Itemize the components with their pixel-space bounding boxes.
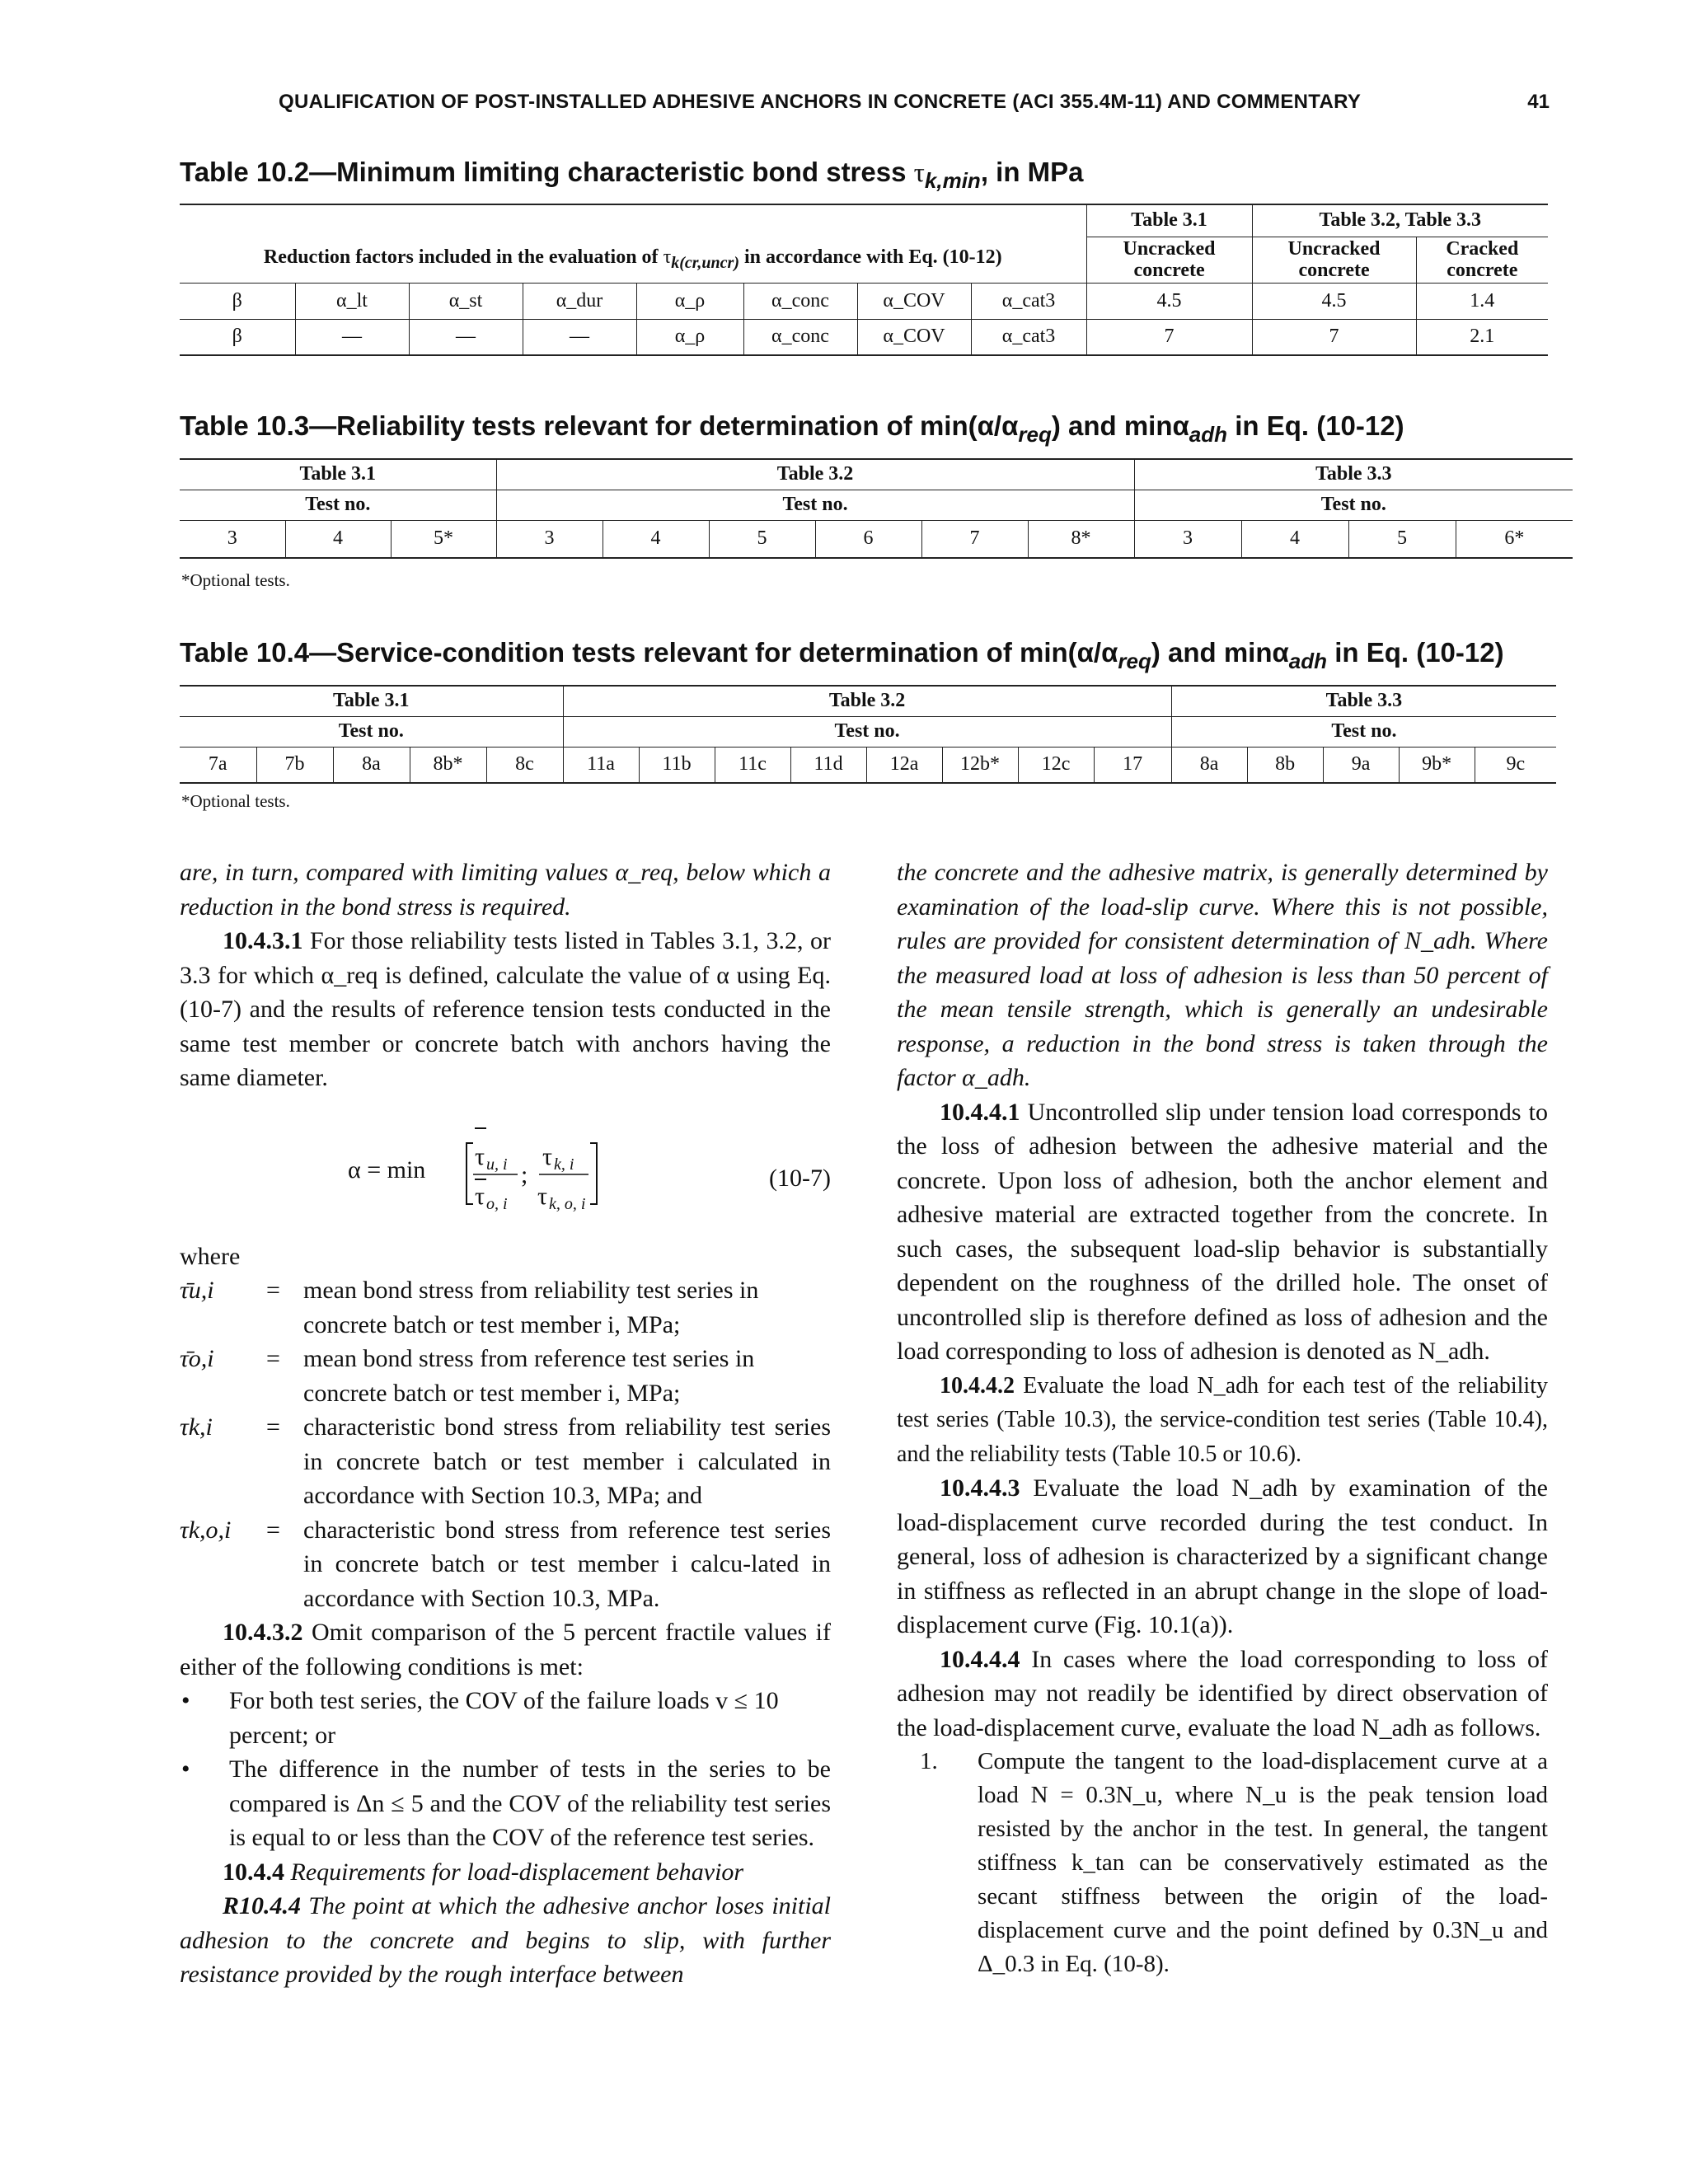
- test-cell: 9a: [1323, 747, 1399, 783]
- table-10-3-footnote: *Optional tests.: [181, 570, 290, 590]
- commentary-r10-4-4: R10.4.4 The point at which the adhesive anchor loses initial adhesion to the concrete and begins to slip, with further resistance provided by the rough interface between: [180, 1892, 832, 1988]
- section-10-4-4-4: 10.4.4.4 In cases where the load corresponding to loss of adhesion may not readily be identified by direct observation of the load-displacement curve, evaluate the load N_adh as follows.: [897, 1645, 1548, 1741]
- test-cell: 9c: [1475, 747, 1556, 783]
- svg-text:τ: τ: [542, 1142, 553, 1170]
- reduction-factors-header: Reduction factors included in the evaluation of $\tau_{k(cr,uncr)}$ in accordance with Eq. (10-12): [180, 204, 1086, 283]
- table-10-2: [180, 204, 1548, 356]
- svg-text:α = min: α = min: [348, 1155, 426, 1183]
- test-cell: 8c: [486, 747, 563, 783]
- test-cell: 3: [496, 520, 603, 558]
- factor-cell: —: [295, 319, 409, 355]
- test-cell: 8a: [333, 747, 410, 783]
- test-no-header: Test no.: [180, 716, 563, 747]
- svg-text:τ: τ: [537, 1182, 548, 1210]
- value-cell: 4.5: [1086, 283, 1252, 319]
- value-cell: 7: [1086, 319, 1252, 355]
- table-10-4-caption: Table 10.4—Service-condition tests relevant for determination of $\min(\alpha/\alpha_{req})$ and minα$_{adh}$ in Eq. (10-12): [180, 637, 1504, 673]
- page-number: 41: [1527, 91, 1550, 113]
- column-header: Uncracked concrete: [1086, 237, 1252, 283]
- factor-cell: α_conc: [743, 283, 857, 319]
- factor-cell: —: [409, 319, 523, 355]
- definition-text: mean bond stress from reliability test series in concrete batch or test member i, MPa;: [303, 1277, 759, 1338]
- value-cell: 4.5: [1252, 283, 1416, 319]
- bullet-icon: •: [181, 1755, 190, 1783]
- test-cell: 17: [1094, 747, 1171, 783]
- definition-text: mean bond stress from reference test series in concrete batch or test member i, MPa;: [303, 1345, 755, 1407]
- test-cell: 3: [180, 520, 285, 558]
- test-cell: 8*: [1028, 520, 1134, 558]
- section-10-4-4-1: 10.4.4.1 Uncontrolled slip under tension load corresponds to the loss of adhesion between the adhesive material and the concrete. Upon loss of adhesion, both the anchor element and adhesive material are extracted together from the concrete. In such cases, the subsequent load-slip behavior is substantially dependent on the roughness of the drilled hole. The onset of uncontrolled slip is therefore defined as loss of adhesion and the load corresponding to loss of adhesion is denoted as N_adh.: [897, 1098, 1548, 1365]
- test-no-header: Test no.: [1171, 716, 1556, 747]
- factor-cell: α_dur: [523, 283, 636, 319]
- list-item: Compute the tangent to the load-displacement curve at a load N = 0.3N_u, where N_u is the peak tension load resisted by the anchor in the test. In general, the tangent stiffness k_tan can be conservatively estimated as the secant stiffness between the origin of the load-displacement curve and the point defined by 0.3N_u and Δ_0.3 in Eq. (10-8).: [978, 1748, 1548, 1977]
- test-cell: 6: [815, 520, 921, 558]
- svg-text:k, o, i: k, o, i: [549, 1194, 586, 1213]
- test-cell: 7a: [180, 747, 256, 783]
- factor-cell: α_cat3: [971, 283, 1086, 319]
- value-cell: 1.4: [1416, 283, 1548, 319]
- test-cell: 8b*: [410, 747, 486, 783]
- definition-equals: =: [266, 1413, 280, 1441]
- definition-symbol: τ̄u,i: [180, 1277, 214, 1304]
- section-10-4-4-3: 10.4.4.3 Evaluate the load N_adh by examination of the load-displacement curve recorded during the test conduct. In general, loss of adhesion is characterized by a significant change in stiffness as reflected in an abrupt change in the slope of load-displacement curve (Fig. 10.1(a)).: [897, 1474, 1548, 1638]
- test-cell: 11d: [790, 747, 866, 783]
- test-cell: 5: [1348, 520, 1456, 558]
- section-10-4-3-1: 10.4.3.1 For those reliability tests listed in Tables 3.1, 3.2, or 3.3 for which α_req is defined, calculate the value of α using Eq. (10-7) and the results of reference tension tests conducted in the same test member or concrete batch with anchors having the same diameter.: [180, 927, 832, 1091]
- header-title: QUALIFICATION OF POST-INSTALLED ADHESIVE ANCHORS IN CONCRETE (ACI 355.4M-11) AND COMMENTARY: [279, 91, 1362, 113]
- svg-text:τ: τ: [475, 1142, 485, 1170]
- list-number: 1.: [920, 1748, 938, 1774]
- column-header: Uncracked concrete: [1252, 237, 1416, 283]
- table-10-3-caption: Table 10.3—Reliability tests relevant for determination of $\min(\alpha/\alpha_{req})$ and minα$_{adh}$ in Eq. (10-12): [180, 410, 1404, 447]
- bullet-item: For both test series, the COV of the failure loads v ≤ 10 percent; or: [229, 1687, 779, 1749]
- test-cell: 12a: [866, 747, 942, 783]
- table-10-3: [180, 458, 1573, 559]
- definition-symbol: τk,i: [180, 1413, 213, 1441]
- factor-cell: —: [523, 319, 636, 355]
- commentary-continued: the concrete and the adhesive matrix, is generally determined by examination of the load-slip curve. Where this is not possible, rules are provided for consistent determination of N_adh. Where the measured load at loss of adhesion is less than 50 percent of the mean tensile strength, which is generally an undesirable response, a reduction in the bond stress is taken through the factor α_adh.: [897, 859, 1548, 1091]
- definition-symbol: τ̄o,i: [180, 1345, 214, 1372]
- test-cell: 9b*: [1399, 747, 1475, 783]
- test-cell: 12c: [1018, 747, 1094, 783]
- group-header: Table 3.3: [1171, 686, 1556, 716]
- section-10-4-4-heading: 10.4.4 Requirements for load-displacement behavior: [223, 1858, 744, 1886]
- test-cell: 11a: [563, 747, 639, 783]
- test-cell: 3: [1134, 520, 1241, 558]
- group-header: Table 3.2, Table 3.3: [1252, 204, 1548, 237]
- svg-text:u, i: u, i: [486, 1155, 508, 1174]
- test-cell: 4: [285, 520, 391, 558]
- test-cell: 6*: [1456, 520, 1573, 558]
- table-row: [180, 319, 1548, 355]
- table-10-2-caption: Table 10.2—Minimum limiting characteristic bond stress $\tau_{k,min}$, in MPa: [180, 157, 1084, 193]
- test-cell: 12b*: [942, 747, 1018, 783]
- table-row: [180, 520, 1573, 558]
- definition-text: characteristic bond stress from reliability test series in concrete batch or test member i calculated in accordance with Section 10.3, MPa; and: [303, 1413, 831, 1509]
- value-cell: 2.1: [1416, 319, 1548, 355]
- test-no-header: Test no.: [1134, 490, 1573, 520]
- test-no-header: Test no.: [180, 490, 496, 520]
- equation-graphic: [180, 1095, 831, 1240]
- test-cell: 5: [709, 520, 815, 558]
- definition-equals: =: [266, 1516, 280, 1544]
- test-cell: 11c: [715, 747, 790, 783]
- equation-10-7: [180, 1095, 831, 1240]
- running-header: [0, 91, 1688, 124]
- test-cell: 4: [1241, 520, 1348, 558]
- definitions-list: [180, 1273, 831, 1615]
- intro-paragraph: are, in turn, compared with limiting values α_req, below which a reduction in the bond stress is required.: [180, 859, 831, 921]
- table-row: [180, 747, 1556, 783]
- bullet-item: The difference in the number of tests in the series to be compared is Δn ≤ 5 and the COV of the reliability test series is equal to or less than the COV of the reference test series.: [229, 1755, 831, 1851]
- numbered-list: [897, 1745, 1548, 1981]
- group-header: Table 3.1: [1086, 204, 1252, 237]
- bullet-list: [180, 1684, 831, 1855]
- test-cell: 8a: [1171, 747, 1247, 783]
- factor-cell: α_ρ: [636, 319, 743, 355]
- factor-cell: β: [180, 319, 295, 355]
- svg-text:o, i: o, i: [486, 1194, 508, 1213]
- left-column: [180, 855, 831, 1992]
- svg-text:k, i: k, i: [554, 1155, 574, 1174]
- definition-symbol: τk,o,i: [180, 1516, 232, 1544]
- factor-cell: α_cat3: [971, 319, 1086, 355]
- where-label: where: [180, 1242, 241, 1270]
- test-no-header: Test no.: [563, 716, 1171, 747]
- factor-cell: α_COV: [857, 319, 971, 355]
- section-10-4-4-2: 10.4.4.2 Evaluate the load N_adh for each test of the reliability test series (Table 10.3), the service-condition test series (Table 10.4), and the reliability tests (Table 10.5 or 10.6).: [897, 1372, 1548, 1467]
- definition-equals: =: [266, 1345, 280, 1372]
- factor-cell: α_COV: [857, 283, 971, 319]
- group-header: Table 3.3: [1134, 459, 1573, 490]
- test-cell: 11b: [639, 747, 715, 783]
- factor-cell: α_ρ: [636, 283, 743, 319]
- right-column: [897, 855, 1548, 1981]
- column-header: Cracked concrete: [1416, 237, 1548, 283]
- factor-cell: β: [180, 283, 295, 319]
- definition-text: characteristic bond stress from reference test series in concrete batch or test member i calcu-lated in accordance with Section 10.3, MPa.: [303, 1516, 831, 1612]
- test-cell: 4: [603, 520, 709, 558]
- test-no-header: Test no.: [496, 490, 1134, 520]
- svg-text:;: ;: [521, 1160, 528, 1188]
- test-cell: 7: [921, 520, 1028, 558]
- test-cell: 5*: [391, 520, 496, 558]
- table-row: [180, 283, 1548, 319]
- table-10-4-footnote: *Optional tests.: [181, 791, 290, 811]
- test-cell: 8b: [1247, 747, 1323, 783]
- svg-text:τ: τ: [475, 1182, 485, 1210]
- group-header: Table 3.1: [180, 459, 496, 490]
- factor-cell: α_lt: [295, 283, 409, 319]
- bullet-icon: •: [181, 1687, 190, 1714]
- group-header: Table 3.1: [180, 686, 563, 716]
- value-cell: 7: [1252, 319, 1416, 355]
- section-10-4-3-2: 10.4.3.2 Omit comparison of the 5 percent fractile values if either of the following conditions is met:: [180, 1619, 831, 1680]
- group-header: Table 3.2: [563, 686, 1171, 716]
- definition-equals: =: [266, 1277, 280, 1304]
- test-cell: 7b: [256, 747, 333, 783]
- group-header: Table 3.2: [496, 459, 1134, 490]
- table-10-4: [180, 685, 1556, 784]
- factor-cell: α_conc: [743, 319, 857, 355]
- factor-cell: α_st: [409, 283, 523, 319]
- equation-number: (10-7): [769, 1164, 831, 1192]
